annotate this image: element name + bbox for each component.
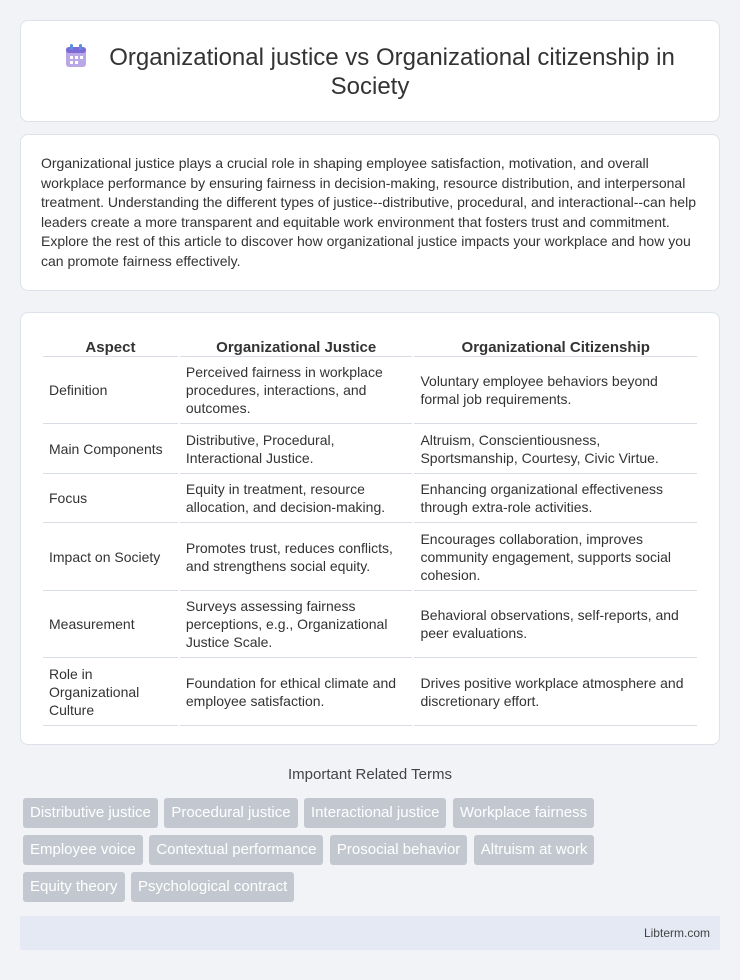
comparison-table (41, 333, 699, 726)
intro-card (20, 134, 720, 291)
cell-aspect: Impact on Society (43, 523, 178, 591)
page-title (21, 43, 719, 101)
term-tag[interactable]: Workplace fairness (453, 798, 594, 828)
cell-justice: Perceived fairness in workplace procedures, interactions, and outcomes. (180, 357, 413, 424)
term-tag[interactable]: Contextual performance (149, 835, 323, 865)
cell-citizenship: Enhancing organizational effectiveness through extra-role activities. (414, 474, 697, 523)
cell-citizenship: Altruism, Conscientiousness, Sportsmanship, Courtesy, Civic Virtue. (414, 424, 697, 474)
table-row (43, 523, 697, 591)
column-header-justice: Organizational Justice (180, 333, 413, 357)
cell-aspect: Main Components (43, 424, 178, 474)
cell-justice: Promotes trust, reduces conflicts, and strengthens social equity. (180, 523, 413, 591)
related-terms-heading: Important Related Terms (288, 766, 452, 783)
term-tag[interactable]: Employee voice (23, 835, 143, 865)
cell-justice: Foundation for ethical climate and employee satisfaction. (180, 658, 413, 726)
cell-justice: Equity in treatment, resource allocation, and decision-making. (180, 474, 413, 523)
cell-justice: Surveys assessing fairness perceptions, e.g., Organizational Justice Scale. (180, 591, 413, 658)
cell-aspect: Role in Organizational Culture (43, 658, 178, 726)
cell-aspect: Focus (43, 474, 178, 523)
term-tag[interactable]: Prosocial behavior (330, 835, 467, 865)
table-row (43, 424, 697, 474)
footer (20, 916, 720, 950)
comparison-table-card (20, 312, 720, 745)
term-tag[interactable]: Interactional justice (304, 798, 446, 828)
term-tag[interactable]: Procedural justice (164, 798, 297, 828)
term-tag[interactable]: Psychological contract (131, 872, 294, 902)
column-header-aspect: Aspect (43, 333, 178, 357)
cell-citizenship: Encourages collaboration, improves community engagement, supports social cohesion. (414, 523, 697, 591)
cell-aspect: Measurement (43, 591, 178, 658)
footer-site-link[interactable]: Libterm.com (643, 926, 710, 940)
table-row (43, 591, 697, 658)
table-row (43, 357, 697, 424)
table-row (43, 658, 697, 726)
calendar-icon (65, 44, 87, 68)
header-card (20, 20, 720, 122)
table-row (43, 474, 697, 523)
column-header-citizenship: Organizational Citizenship (414, 333, 697, 357)
related-terms-list (23, 798, 663, 909)
cell-citizenship: Behavioral observations, self-reports, and peer evaluations. (414, 591, 697, 658)
term-tag[interactable]: Distributive justice (23, 798, 158, 828)
cell-citizenship: Voluntary employee behaviors beyond formal job requirements. (414, 357, 697, 424)
table-header-row (43, 333, 697, 357)
intro-paragraph: Organizational justice plays a crucial role in shaping employee satisfaction, motivation, and overall workplace performance by ensuring fairness in decision-making, resource distribution, and interpersonal treatment. Understanding the different types of justice--distributive, procedural, and interactional--can help leaders create a more transparent and equitable work environment that fosters trust and commitment. Explore the rest of this article to discover how organizational justice impacts your workplace and how you can promote fairness effectively. (41, 155, 696, 269)
cell-aspect: Definition (43, 357, 178, 424)
cell-justice: Distributive, Procedural, Interactional Justice. (180, 424, 413, 474)
term-tag[interactable]: Altruism at work (474, 835, 595, 865)
page-title-text: Organizational justice vs Organizational citizenship in Society (109, 44, 675, 100)
term-tag[interactable]: Equity theory (23, 872, 125, 902)
cell-citizenship: Drives positive workplace atmosphere and discretionary effort. (414, 658, 697, 726)
